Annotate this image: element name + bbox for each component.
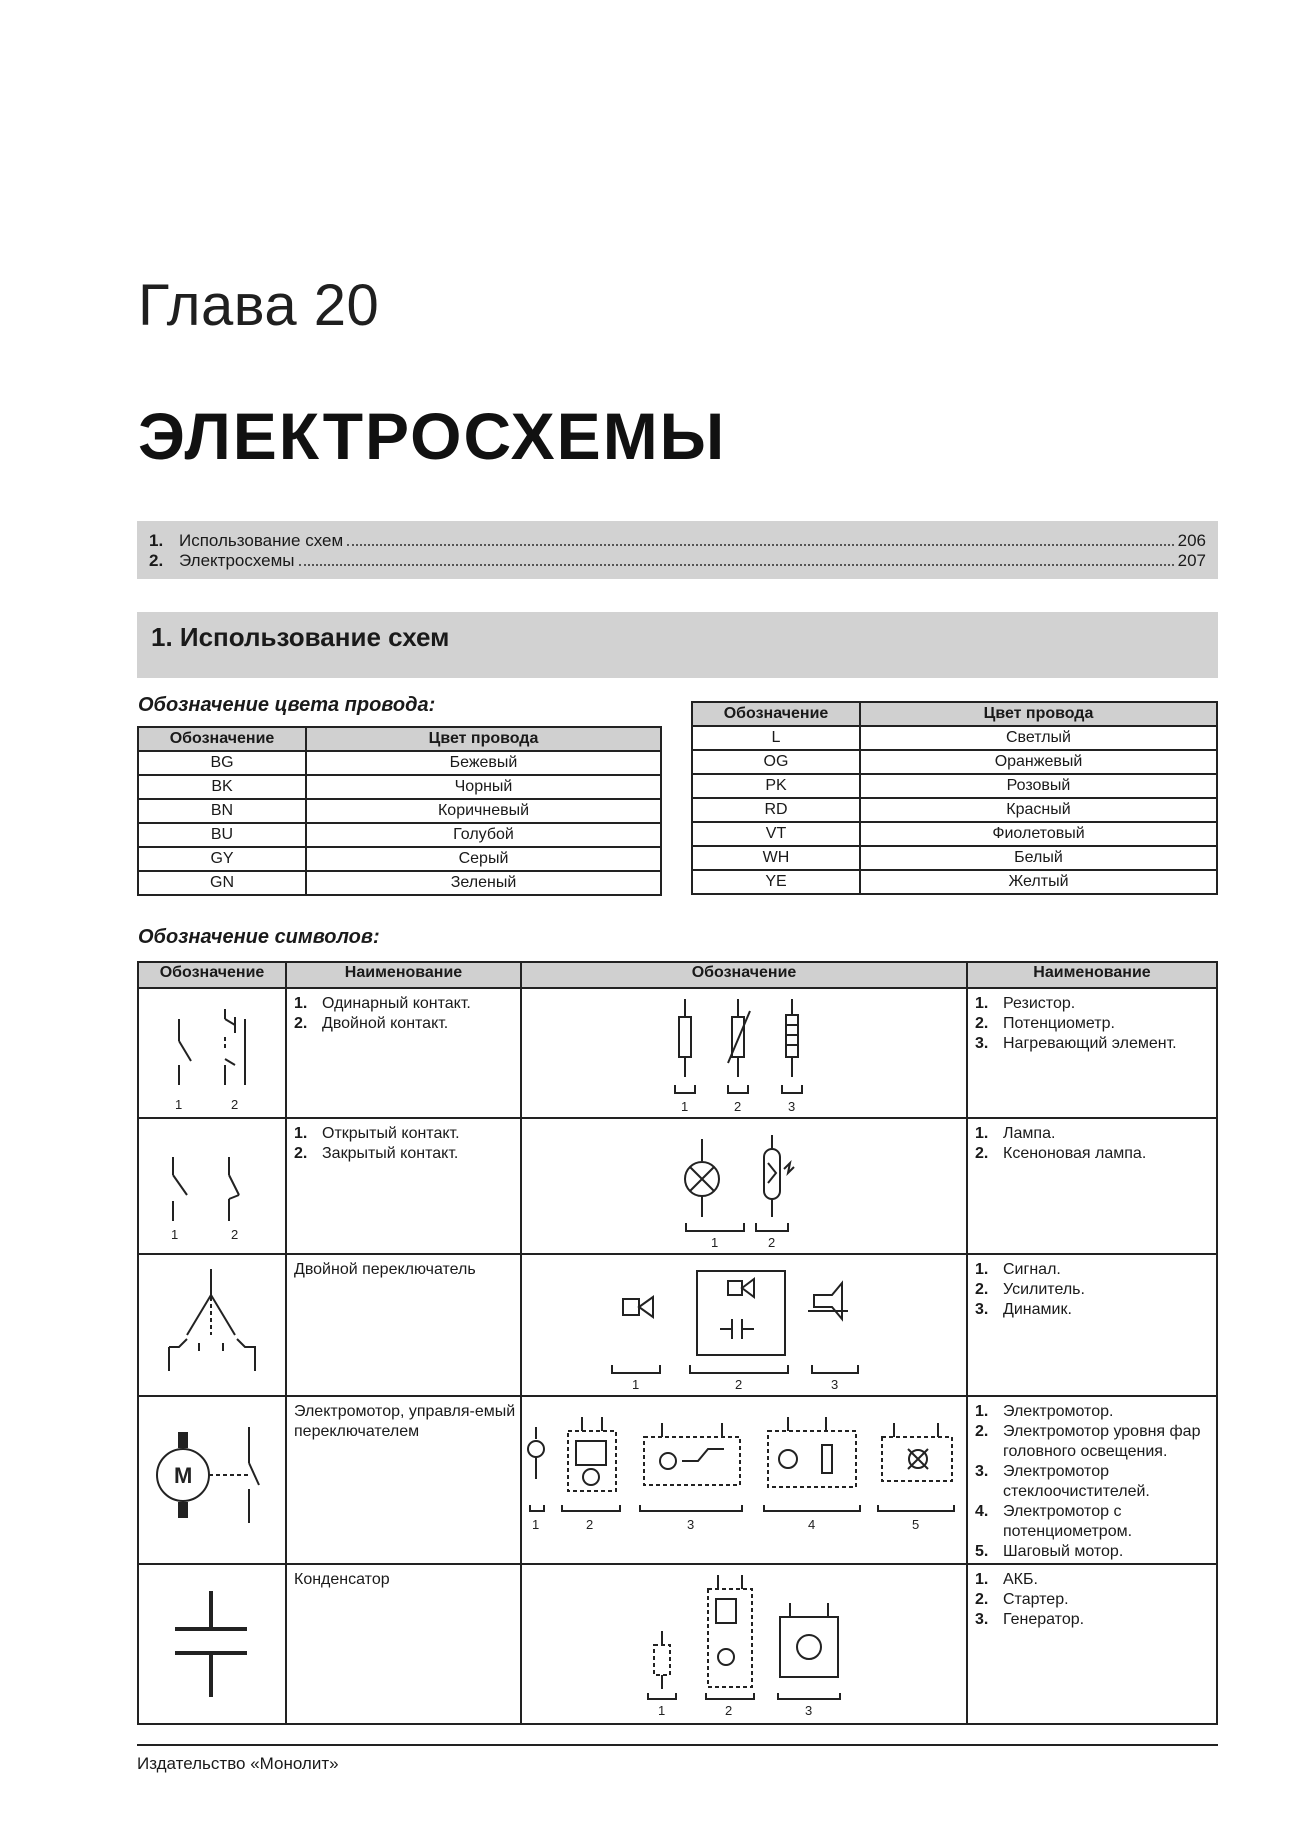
toc-leader: [347, 544, 1173, 546]
figure-label: 1: [711, 1235, 719, 1250]
wire-color: Голубой: [306, 823, 661, 847]
signal-amplifier-speaker-symbols: [521, 1254, 967, 1396]
toc-page: 207: [1177, 551, 1206, 570]
table-row: [692, 846, 1217, 870]
table-row: [692, 870, 1217, 894]
wire-code: BG: [138, 751, 306, 775]
figure-label: 2: [231, 1097, 239, 1112]
symbol-row: [138, 1564, 1217, 1724]
toc-page: 206: [1177, 531, 1206, 550]
symbol-names: 1. Сигнал. 2. Усилитель. 3. Динамик.: [967, 1254, 1217, 1396]
figure-label: 5: [912, 1517, 920, 1532]
wire-code: RD: [692, 798, 860, 822]
column-header: Обозначение: [692, 702, 860, 726]
figure-label: 4: [808, 1517, 816, 1532]
symbol-row: [138, 988, 1217, 1118]
wire-color-caption: Обозначение цвета провода:: [138, 694, 436, 716]
figure-label: 2: [768, 1235, 776, 1250]
wire-color: Зеленый: [306, 871, 661, 895]
figure-label: 2: [735, 1377, 743, 1392]
figure-label: 2: [734, 1099, 742, 1114]
symbols-table: [137, 961, 1218, 1725]
symbol-row: [138, 1396, 1217, 1564]
page-title: ЭЛЕКТРОСХЕМЫ: [138, 399, 727, 473]
column-header: Наименование: [286, 962, 521, 988]
table-row: [138, 871, 661, 895]
table-row: [138, 799, 661, 823]
toc-number: 1.: [149, 531, 164, 550]
wire-color: Белый: [860, 846, 1217, 870]
motor-switch-symbol: [138, 1396, 286, 1564]
wire-code: BU: [138, 823, 306, 847]
figure-label: 1: [175, 1097, 183, 1112]
wire-code: GY: [138, 847, 306, 871]
table-row: [692, 774, 1217, 798]
double-switch-symbol: [138, 1254, 286, 1396]
table-row: [692, 726, 1217, 750]
toc-row[interactable]: [149, 551, 1206, 571]
wire-color: Желтый: [860, 870, 1217, 894]
publisher-footer: Издательство «Монолит»: [137, 1754, 339, 1773]
figure-label: 2: [586, 1517, 594, 1532]
figure-label: 3: [788, 1099, 796, 1114]
toc-label: Использование схем: [179, 531, 344, 550]
table-row: [138, 751, 661, 775]
battery-starter-generator-symbols: [521, 1564, 967, 1724]
section-header: [137, 612, 1218, 678]
toc-leader: [299, 564, 1174, 566]
column-header: Обозначение: [138, 962, 286, 988]
toc-label: Электросхемы: [179, 551, 295, 570]
symbol-names: 1. АКБ. 2. Стартер. 3. Генератор.: [967, 1564, 1217, 1724]
motor-letter: M: [174, 1463, 193, 1488]
symbol-names: 1. Открытый контакт. 2. Закрытый контакт.: [286, 1118, 521, 1254]
wire-code: YE: [692, 870, 860, 894]
symbol-names: 1. Лампа. 2. Ксеноновая лампа.: [967, 1118, 1217, 1254]
figure-label: 2: [725, 1703, 733, 1718]
table-row: [692, 822, 1217, 846]
wire-color: Оранжевый: [860, 750, 1217, 774]
symbol-names: 1. Резистор. 2. Потенциометр. 3. Нагревающий элемент.: [967, 988, 1217, 1118]
wire-code: WH: [692, 846, 860, 870]
toc-row[interactable]: [149, 531, 1206, 551]
symbol-row: [138, 1118, 1217, 1254]
section-title: 1. Использование схем: [151, 622, 450, 652]
wire-code: BN: [138, 799, 306, 823]
wire-color: Красный: [860, 798, 1217, 822]
resistor-symbols: [521, 988, 967, 1118]
table-row: [138, 823, 661, 847]
wire-color: Чорный: [306, 775, 661, 799]
wire-code: L: [692, 726, 860, 750]
symbol-names: 1. Одинарный контакт. 2. Двойной контакт.: [286, 988, 521, 1118]
figure-label: 1: [681, 1099, 689, 1114]
wire-code: OG: [692, 750, 860, 774]
symbol-row: [138, 1254, 1217, 1396]
wire-code: PK: [692, 774, 860, 798]
table-row: [138, 847, 661, 871]
figure-label: 1: [171, 1227, 179, 1242]
figure-label: 3: [687, 1517, 695, 1532]
figure-label: 1: [658, 1703, 666, 1718]
wire-color: Светлый: [860, 726, 1217, 750]
wire-color-table-right: [691, 701, 1218, 895]
wire-code: BK: [138, 775, 306, 799]
figure-label: 3: [805, 1703, 813, 1718]
wire-color-table-left: [137, 726, 662, 896]
lamp-symbols: [521, 1118, 967, 1254]
wire-color: Бежевый: [306, 751, 661, 775]
symbol-names: 1. Электромотор. 2. Электромотор уровня фар головного освещения. 3. Электромотор стеклоочистителей. 4. Электромотор с потенциометром. 5. Шаговый мотор.: [967, 1396, 1217, 1564]
symbol-names: Конденсатор: [286, 1564, 521, 1724]
symbol-names: Двойной переключатель: [286, 1254, 521, 1396]
wire-color: Коричневый: [306, 799, 661, 823]
figure-label: 3: [831, 1377, 839, 1392]
chapter-heading: Глава 20: [138, 273, 380, 338]
table-row: [692, 798, 1217, 822]
wire-color: Фиолетовый: [860, 822, 1217, 846]
toc-number: 2.: [149, 551, 164, 570]
contact-symbols: [138, 988, 286, 1118]
figure-label: 2: [231, 1227, 239, 1242]
column-header: Цвет провода: [860, 702, 1217, 726]
footer-rule: [137, 1744, 1218, 1746]
wire-color: Серый: [306, 847, 661, 871]
open-closed-contact-symbols: [138, 1118, 286, 1254]
symbols-caption: Обозначение символов:: [138, 926, 380, 948]
column-header: Наименование: [967, 962, 1217, 988]
figure-label: 1: [632, 1377, 640, 1392]
symbol-names: Электромотор, управля-емый переключателем: [286, 1396, 521, 1564]
column-header: Обозначение: [138, 727, 306, 751]
table-row: [692, 750, 1217, 774]
table-of-contents: [137, 521, 1218, 579]
figure-label: 1: [532, 1517, 540, 1532]
column-header: Обозначение: [521, 962, 967, 988]
column-header: Цвет провода: [306, 727, 661, 751]
wire-code: VT: [692, 822, 860, 846]
motor-symbols: [521, 1396, 967, 1564]
capacitor-symbol: [138, 1564, 286, 1724]
wire-code: GN: [138, 871, 306, 895]
wire-color: Розовый: [860, 774, 1217, 798]
table-row: [138, 775, 661, 799]
